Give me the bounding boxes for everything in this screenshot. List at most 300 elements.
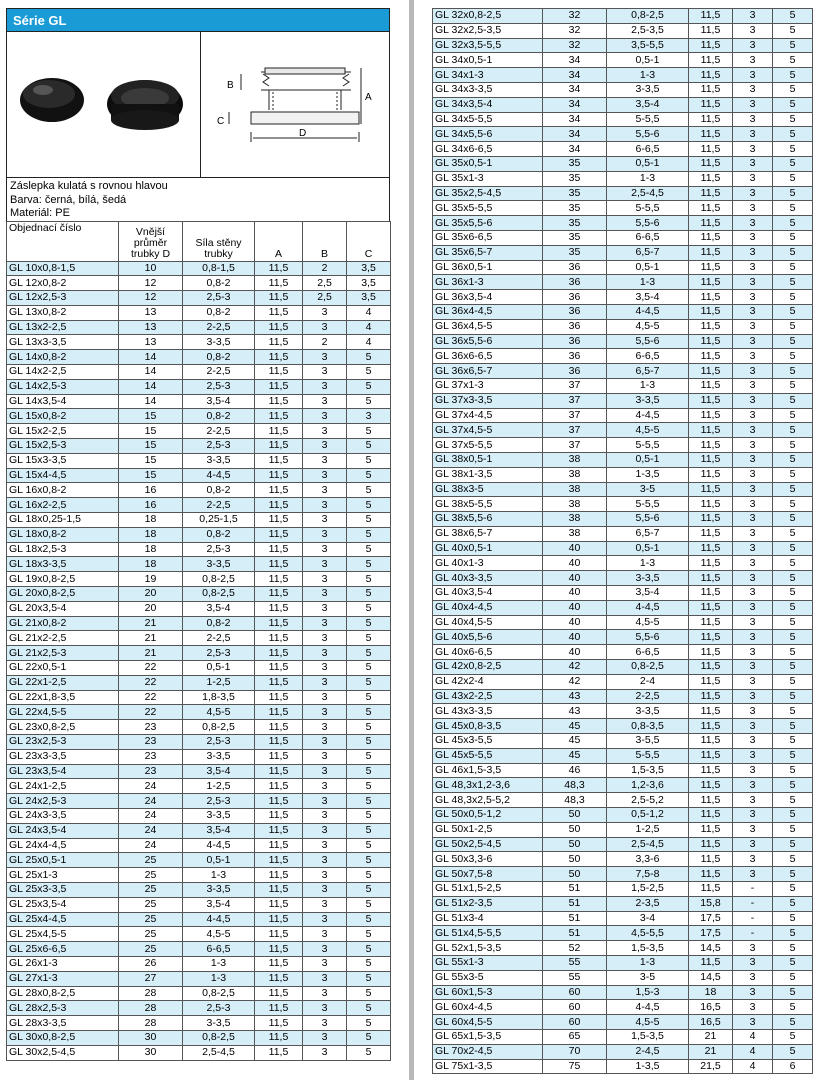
cell-wall: 0,8-2 xyxy=(183,616,255,631)
cell-a: 11,5 xyxy=(255,897,303,912)
cell-c: 5 xyxy=(773,748,813,763)
cell-wall: 1-3,5 xyxy=(607,467,689,482)
cell-b: 3 xyxy=(733,171,773,186)
cell-a: 11,5 xyxy=(689,23,733,38)
cell-c: 5 xyxy=(773,112,813,127)
cell-c: 3,5 xyxy=(347,276,391,291)
cell-code: GL 24x3,5-4 xyxy=(7,823,119,838)
table-row xyxy=(7,690,391,705)
cell-c: 3 xyxy=(347,409,391,424)
cell-a: 11,5 xyxy=(255,424,303,439)
cell-wall: 1-3 xyxy=(607,275,689,290)
cell-c: 5 xyxy=(347,601,391,616)
table-row xyxy=(433,586,813,601)
cell-a: 11,5 xyxy=(689,645,733,660)
table-row xyxy=(433,985,813,1000)
cell-a: 11,5 xyxy=(689,674,733,689)
table-row xyxy=(433,615,813,630)
cell-b: 2 xyxy=(303,335,347,350)
cell-a: 11,5 xyxy=(689,142,733,157)
table-row xyxy=(7,823,391,838)
cell-b: 3 xyxy=(303,808,347,823)
cell-diameter: 20 xyxy=(119,587,183,602)
cell-c: 5 xyxy=(347,779,391,794)
cell-a: 11,5 xyxy=(689,822,733,837)
cell-c: 5 xyxy=(773,230,813,245)
table-row xyxy=(7,749,391,764)
cell-c: 5 xyxy=(773,53,813,68)
cell-c: 5 xyxy=(773,526,813,541)
cell-code: GL 16x2-2,5 xyxy=(7,498,119,513)
table-row xyxy=(7,764,391,779)
cell-a: 11,5 xyxy=(255,986,303,1001)
cell-c: 5 xyxy=(347,631,391,646)
table-row xyxy=(433,68,813,83)
cell-a: 11,5 xyxy=(689,112,733,127)
table-row xyxy=(433,53,813,68)
table-row xyxy=(433,260,813,275)
cell-code: GL 20x3,5-4 xyxy=(7,601,119,616)
cell-c: 5 xyxy=(347,394,391,409)
cell-diameter: 34 xyxy=(543,68,607,83)
description-line: Materiál: PE xyxy=(10,207,70,219)
cell-c: 5 xyxy=(773,319,813,334)
cell-wall: 1,5-2,5 xyxy=(607,882,689,897)
cell-code: GL 36x1-3 xyxy=(433,275,543,290)
cell-code: GL 20x0,8-2,5 xyxy=(7,587,119,602)
cell-c: 5 xyxy=(773,704,813,719)
cell-b: 4 xyxy=(733,1059,773,1074)
cell-a: 18 xyxy=(689,985,733,1000)
cell-code: GL 15x2-2,5 xyxy=(7,424,119,439)
cell-c: 5 xyxy=(773,127,813,142)
cell-diameter: 34 xyxy=(543,112,607,127)
table-row xyxy=(7,808,391,823)
cell-wall: 0,8-2 xyxy=(183,350,255,365)
cell-wall: 1,5-3,5 xyxy=(607,941,689,956)
table-row xyxy=(7,527,391,542)
cell-diameter: 37 xyxy=(543,378,607,393)
cell-diameter: 40 xyxy=(543,556,607,571)
cell-diameter: 52 xyxy=(543,941,607,956)
cell-code: GL 15x4-4,5 xyxy=(7,468,119,483)
cell-c: 5 xyxy=(347,675,391,690)
cell-wall: 6-6,5 xyxy=(607,349,689,364)
table-row xyxy=(433,142,813,157)
table-row xyxy=(433,186,813,201)
cell-diameter: 24 xyxy=(119,838,183,853)
cell-diameter: 30 xyxy=(119,1045,183,1060)
cell-wall: 4-4,5 xyxy=(183,912,255,927)
cell-wall: 1,8-3,5 xyxy=(183,690,255,705)
table-row xyxy=(433,23,813,38)
cell-b: 3 xyxy=(303,1001,347,1016)
cell-wall: 3-3,5 xyxy=(607,571,689,586)
cell-diameter: 60 xyxy=(543,1000,607,1015)
cell-diameter: 34 xyxy=(543,97,607,112)
cell-b: 3 xyxy=(733,763,773,778)
cell-wall: 4-4,5 xyxy=(607,304,689,319)
cell-a: 11,5 xyxy=(255,853,303,868)
cell-a: 11,5 xyxy=(689,793,733,808)
table-row xyxy=(433,867,813,882)
cell-code: GL 40x1-3 xyxy=(433,556,543,571)
description-line: Záslepka kulatá s rovnou hlavou xyxy=(10,180,168,192)
cell-code: GL 40x6-6,5 xyxy=(433,645,543,660)
cell-b: 3 xyxy=(733,571,773,586)
cell-wall: 3,5-4 xyxy=(183,897,255,912)
cell-a: 11,5 xyxy=(255,942,303,957)
cell-b: 3 xyxy=(733,645,773,660)
cell-a: 11,5 xyxy=(255,1016,303,1031)
cell-wall: 3,5-5,5 xyxy=(607,38,689,53)
cell-wall: 1-2,5 xyxy=(183,675,255,690)
cell-wall: 2,5-3 xyxy=(183,439,255,454)
cell-c: 5 xyxy=(347,616,391,631)
cell-wall: 0,8-2 xyxy=(183,483,255,498)
cell-b: 3 xyxy=(303,631,347,646)
table-row xyxy=(433,349,813,364)
table-row xyxy=(7,335,391,350)
table-row xyxy=(433,882,813,897)
cell-wall: 0,8-2,5 xyxy=(183,720,255,735)
cell-b: 3 xyxy=(303,587,347,602)
cell-a: 11,5 xyxy=(689,704,733,719)
table-row xyxy=(433,970,813,985)
cell-b: 3 xyxy=(733,970,773,985)
cell-diameter: 38 xyxy=(543,526,607,541)
cell-code: GL 32x3,5-5,5 xyxy=(433,38,543,53)
cell-wall: 0,8-3,5 xyxy=(607,719,689,734)
cell-b: 3 xyxy=(733,512,773,527)
cell-code: GL 40x3-3,5 xyxy=(433,571,543,586)
cell-code: GL 14x2,5-3 xyxy=(7,379,119,394)
cell-code: GL 51x2-3,5 xyxy=(433,896,543,911)
cell-c: 5 xyxy=(347,927,391,942)
cell-b: 3 xyxy=(733,378,773,393)
cell-diameter: 13 xyxy=(119,335,183,350)
cell-wall: 0,5-1 xyxy=(183,661,255,676)
cell-b: 3 xyxy=(303,661,347,676)
cell-b: 3 xyxy=(303,424,347,439)
cell-wall: 2-2,5 xyxy=(183,424,255,439)
cell-b: 3 xyxy=(733,304,773,319)
cell-diameter: 35 xyxy=(543,156,607,171)
cell-a: 11,5 xyxy=(689,734,733,749)
cell-code: GL 32x0,8-2,5 xyxy=(433,9,543,24)
cell-code: GL 12x0,8-2 xyxy=(7,276,119,291)
cell-a: 11,5 xyxy=(255,291,303,306)
cell-code: GL 14x0,8-2 xyxy=(7,350,119,365)
cell-c: 5 xyxy=(347,483,391,498)
cell-diameter: 40 xyxy=(543,615,607,630)
cell-diameter: 45 xyxy=(543,748,607,763)
cell-wall: 4-4,5 xyxy=(607,600,689,615)
table-row xyxy=(7,897,391,912)
cell-wall: 1-3 xyxy=(607,378,689,393)
cell-b: 3 xyxy=(303,720,347,735)
cell-code: GL 45x3-5,5 xyxy=(433,734,543,749)
cell-a: 11,5 xyxy=(255,527,303,542)
table-row xyxy=(433,319,813,334)
cell-diameter: 36 xyxy=(543,364,607,379)
cell-b: 3 xyxy=(733,556,773,571)
cell-code: GL 75x1-3,5 xyxy=(433,1059,543,1074)
cell-b: 3 xyxy=(303,320,347,335)
cell-code: GL 25x3-3,5 xyxy=(7,882,119,897)
cell-c: 5 xyxy=(773,867,813,882)
cell-c: 5 xyxy=(773,600,813,615)
cell-b: 3 xyxy=(733,452,773,467)
cell-diameter: 34 xyxy=(543,82,607,97)
cell-a: 16,5 xyxy=(689,1015,733,1030)
cell-wall: 0,8-2,5 xyxy=(183,572,255,587)
cell-b: 3 xyxy=(303,542,347,557)
cell-b: 3 xyxy=(733,334,773,349)
cell-a: 11,5 xyxy=(689,9,733,24)
cell-b: 3 xyxy=(303,557,347,572)
dim-a-label: A xyxy=(365,92,372,103)
cell-c: 5 xyxy=(773,142,813,157)
table-row xyxy=(433,734,813,749)
cell-wall: 1,5-3,5 xyxy=(607,1029,689,1044)
cell-b: 3 xyxy=(733,423,773,438)
cell-wall: 5-5,5 xyxy=(607,438,689,453)
cell-diameter: 37 xyxy=(543,408,607,423)
cell-b: 3 xyxy=(303,498,347,513)
cell-diameter: 35 xyxy=(543,171,607,186)
cell-wall: 2,5-4,5 xyxy=(607,186,689,201)
cell-b: 3 xyxy=(303,897,347,912)
cell-a: 11,5 xyxy=(689,541,733,556)
cell-wall: 0,5-1 xyxy=(607,53,689,68)
technical-drawing xyxy=(201,32,389,177)
cell-wall: 2-2,5 xyxy=(183,631,255,646)
cell-wall: 3-3,5 xyxy=(607,704,689,719)
table-row xyxy=(7,498,391,513)
cell-b: 3 xyxy=(733,82,773,97)
dim-d-label: D xyxy=(299,128,307,139)
cell-b: 3 xyxy=(303,1045,347,1060)
table-row xyxy=(7,557,391,572)
table-row xyxy=(7,705,391,720)
cell-code: GL 36x5,5-6 xyxy=(433,334,543,349)
table-row xyxy=(7,1030,391,1045)
cell-b: 3 xyxy=(303,394,347,409)
cell-b: 3 xyxy=(303,794,347,809)
cell-diameter: 50 xyxy=(543,837,607,852)
cell-a: 11,5 xyxy=(689,186,733,201)
cell-b: - xyxy=(733,882,773,897)
table-row xyxy=(433,571,813,586)
cell-code: GL 35x1-3 xyxy=(433,171,543,186)
table-row xyxy=(7,631,391,646)
cell-a: 11,5 xyxy=(689,452,733,467)
cell-b: 3 xyxy=(733,660,773,675)
cell-c: 5 xyxy=(347,808,391,823)
cell-b: 3 xyxy=(733,689,773,704)
cell-diameter: 38 xyxy=(543,467,607,482)
cell-c: 5 xyxy=(773,156,813,171)
table-row xyxy=(433,1029,813,1044)
cell-b: 3 xyxy=(303,675,347,690)
cell-code: GL 48,3x1,2-3,6 xyxy=(433,778,543,793)
cell-code: GL 16x0,8-2 xyxy=(7,483,119,498)
cell-c: 5 xyxy=(773,630,813,645)
cell-wall: 1-3 xyxy=(183,868,255,883)
cell-diameter: 15 xyxy=(119,424,183,439)
cell-b: 3 xyxy=(303,853,347,868)
cell-code: GL 23x3-3,5 xyxy=(7,749,119,764)
cell-diameter: 50 xyxy=(543,867,607,882)
table-row xyxy=(433,467,813,482)
cell-diameter: 24 xyxy=(119,808,183,823)
cell-c: 5 xyxy=(773,882,813,897)
cell-c: 5 xyxy=(347,424,391,439)
cell-diameter: 35 xyxy=(543,230,607,245)
table-row xyxy=(433,9,813,24)
cell-a: 11,5 xyxy=(255,483,303,498)
cell-c: 5 xyxy=(347,1001,391,1016)
table-row xyxy=(433,674,813,689)
cell-c: 5 xyxy=(347,379,391,394)
table-row xyxy=(433,364,813,379)
cell-c: 5 xyxy=(773,674,813,689)
cell-diameter: 24 xyxy=(119,794,183,809)
cell-b: 3 xyxy=(303,409,347,424)
cell-code: GL 34x3,5-4 xyxy=(433,97,543,112)
cell-diameter: 35 xyxy=(543,201,607,216)
cell-a: 11,5 xyxy=(255,1001,303,1016)
cell-b: 3 xyxy=(303,971,347,986)
table-row xyxy=(433,926,813,941)
cell-wall: 3-3,5 xyxy=(607,82,689,97)
cell-wall: 4,5-5 xyxy=(607,615,689,630)
table-row xyxy=(433,852,813,867)
cell-b: 3 xyxy=(733,482,773,497)
cell-code: GL 37x1-3 xyxy=(433,378,543,393)
cell-wall: 4,5-5 xyxy=(607,319,689,334)
cell-c: 5 xyxy=(773,438,813,453)
cell-wall: 0,8-2,5 xyxy=(607,9,689,24)
cell-wall: 0,8-1,5 xyxy=(183,261,255,276)
right-table-body xyxy=(433,9,813,1074)
cell-code: GL 51x3-4 xyxy=(433,911,543,926)
cell-diameter: 22 xyxy=(119,705,183,720)
cell-wall: 6,5-7 xyxy=(607,526,689,541)
cell-c: 5 xyxy=(773,985,813,1000)
table-row xyxy=(7,1045,391,1060)
cell-c: 5 xyxy=(773,364,813,379)
table-row xyxy=(7,261,391,276)
table-row xyxy=(433,526,813,541)
table-row xyxy=(433,1044,813,1059)
cell-a: 11,5 xyxy=(255,927,303,942)
table-row xyxy=(433,837,813,852)
cell-code: GL 35x6-6,5 xyxy=(433,230,543,245)
cell-a: 11,5 xyxy=(689,38,733,53)
cell-wall: 2,5-3,5 xyxy=(607,23,689,38)
cell-wall: 1-3 xyxy=(607,68,689,83)
cell-a: 11,5 xyxy=(255,690,303,705)
table-row xyxy=(433,630,813,645)
cell-wall: 5-5,5 xyxy=(607,748,689,763)
cell-a: 11,5 xyxy=(689,837,733,852)
cell-a: 21 xyxy=(689,1029,733,1044)
table-row xyxy=(7,661,391,676)
cell-c: 5 xyxy=(773,245,813,260)
cell-wall: 6-6,5 xyxy=(607,230,689,245)
cell-wall: 1-3 xyxy=(607,556,689,571)
table-row xyxy=(433,423,813,438)
cell-diameter: 27 xyxy=(119,971,183,986)
cell-wall: 1-3 xyxy=(183,971,255,986)
cell-diameter: 28 xyxy=(119,1001,183,1016)
cell-code: GL 28x0,8-2,5 xyxy=(7,986,119,1001)
table-row xyxy=(7,616,391,631)
cell-b: 3 xyxy=(733,704,773,719)
cell-wall: 4-4,5 xyxy=(607,1000,689,1015)
table-row xyxy=(7,942,391,957)
table-row xyxy=(433,290,813,305)
cell-b: 3 xyxy=(733,201,773,216)
cell-diameter: 21 xyxy=(119,631,183,646)
cell-wall: 3,3-6 xyxy=(607,852,689,867)
table-row xyxy=(7,735,391,750)
cell-diameter: 21 xyxy=(119,646,183,661)
table-row xyxy=(433,748,813,763)
cell-wall: 3-3,5 xyxy=(183,882,255,897)
cell-c: 5 xyxy=(347,350,391,365)
cell-c: 5 xyxy=(347,986,391,1001)
cell-a: 11,5 xyxy=(689,571,733,586)
cell-diameter: 60 xyxy=(543,985,607,1000)
cell-diameter: 36 xyxy=(543,260,607,275)
cell-a: 11,5 xyxy=(255,868,303,883)
cell-wall: 3-5,5 xyxy=(607,734,689,749)
cell-code: GL 70x2-4,5 xyxy=(433,1044,543,1059)
cell-code: GL 18x3-3,5 xyxy=(7,557,119,572)
cell-diameter: 24 xyxy=(119,823,183,838)
cell-b: 3 xyxy=(733,349,773,364)
table-row xyxy=(7,587,391,602)
cell-wall: 1,5-3,5 xyxy=(607,763,689,778)
table-row xyxy=(433,1000,813,1015)
cell-wall: 4,5-5,5 xyxy=(607,926,689,941)
cell-c: 5 xyxy=(773,68,813,83)
cell-a: 11,5 xyxy=(689,290,733,305)
cell-wall: 0,5-1 xyxy=(607,541,689,556)
cell-diameter: 14 xyxy=(119,394,183,409)
cell-wall: 4,5-5 xyxy=(183,705,255,720)
cell-code: GL 34x5-5,5 xyxy=(433,112,543,127)
cell-b: 3 xyxy=(303,868,347,883)
cell-code: GL 43x3-3,5 xyxy=(433,704,543,719)
cell-b: 3 xyxy=(303,882,347,897)
cell-a: 11,5 xyxy=(255,779,303,794)
table-row xyxy=(7,646,391,661)
cell-a: 11,5 xyxy=(689,689,733,704)
cell-wall: 0,8-2 xyxy=(183,409,255,424)
cell-code: GL 36x6-6,5 xyxy=(433,349,543,364)
cell-b: 3 xyxy=(733,941,773,956)
cell-code: GL 38x6,5-7 xyxy=(433,526,543,541)
table-row xyxy=(433,689,813,704)
cell-a: 11,5 xyxy=(689,304,733,319)
cell-a: 14,5 xyxy=(689,970,733,985)
table-row xyxy=(433,452,813,467)
table-row xyxy=(433,1059,813,1074)
